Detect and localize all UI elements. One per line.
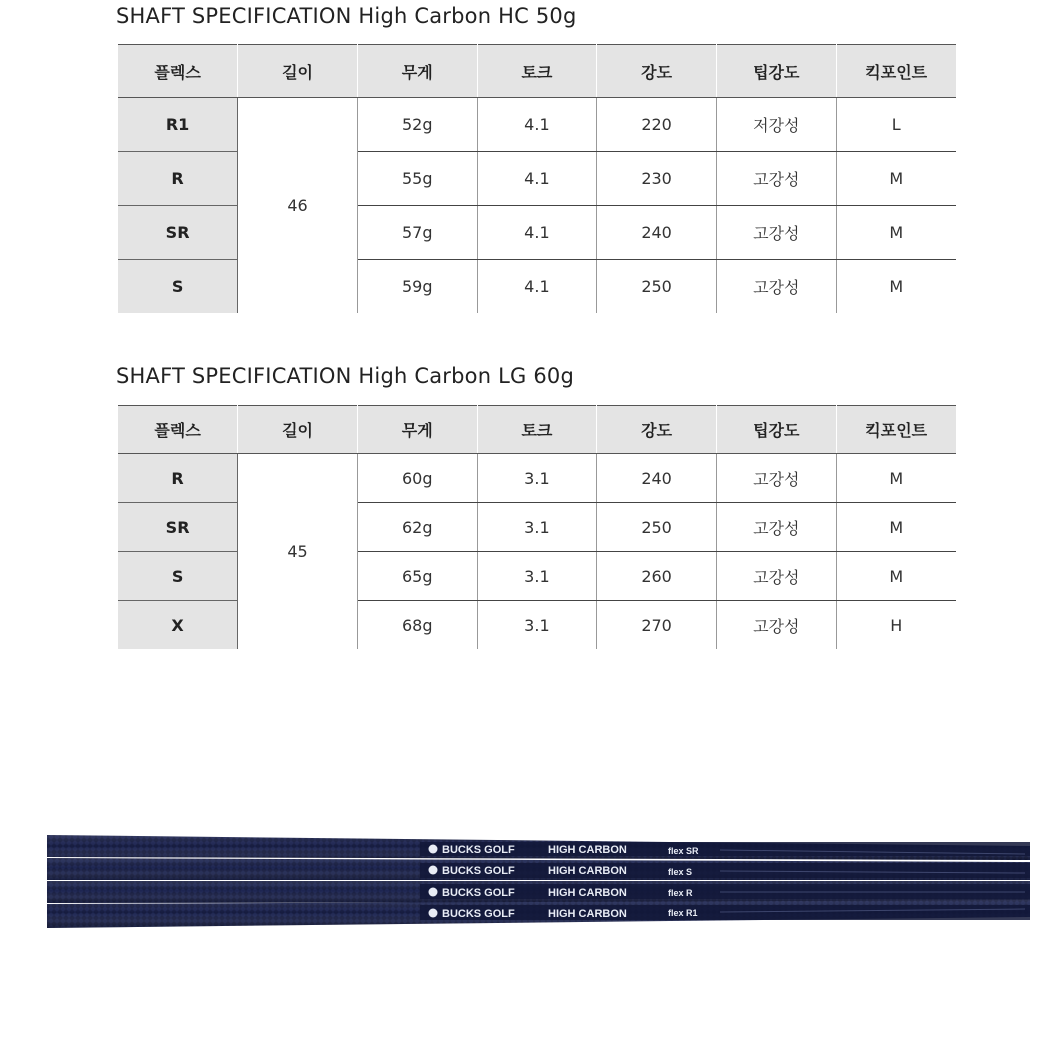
kick-point-cell: M <box>836 454 956 503</box>
shaft-3 <box>47 881 1030 903</box>
header-cpm: 강도 <box>597 406 717 454</box>
cpm-cell: 240 <box>597 206 717 260</box>
shaft-2 <box>47 858 1030 880</box>
shaft-model: HIGH CARBON <box>548 908 627 920</box>
weight-cell: 65g <box>357 552 477 601</box>
torque-cell: 4.1 <box>477 152 597 206</box>
tip-stiffness-cell: 고강성 <box>716 454 836 503</box>
header-kick-point: 킥포인트 <box>836 406 956 454</box>
length-cell: 46 <box>238 98 358 314</box>
header-length: 길이 <box>238 45 358 98</box>
weight-cell: 62g <box>357 503 477 552</box>
header-tip-stiffness: 팁강도 <box>716 45 836 98</box>
torque-cell: 3.1 <box>477 454 597 503</box>
length-cell: 45 <box>238 454 358 650</box>
torque-cell: 4.1 <box>477 206 597 260</box>
shaft-model: HIGH CARBON <box>548 844 627 856</box>
shaft-brand: BUCKS GOLF <box>442 844 515 856</box>
kick-point-cell: M <box>889 277 904 296</box>
tip-stiffness-cell: 저강성 <box>716 98 836 152</box>
shaft-flex: flex S <box>668 867 693 877</box>
bucks-logo-icon <box>429 888 438 897</box>
tip-stiffness-cell: 고강성 <box>716 503 836 552</box>
header-weight: 무게 <box>357 45 477 98</box>
shaft-flex: flex SR <box>668 846 699 856</box>
shaft-flex: flex R <box>668 888 693 898</box>
tip-stiffness-cell: 고강성 <box>716 152 836 206</box>
torque-cell: 4.1 <box>477 260 597 314</box>
kick-point-cell: M <box>836 503 956 552</box>
weight-cell: 59g <box>357 260 477 314</box>
header-kick-point: 킥포인트 <box>836 45 956 98</box>
spec-title-lg60: SHAFT SPECIFICATION High Carbon LG 60g <box>116 364 574 388</box>
weight-cell: 52g <box>357 98 477 152</box>
header-cpm: 강도 <box>597 45 717 98</box>
bucks-logo-icon <box>429 866 438 875</box>
shaft-brand: BUCKS GOLF <box>442 908 515 920</box>
header-flex: 플렉스 <box>118 45 238 98</box>
flex-cell: R <box>118 454 238 503</box>
weight-cell: 60g <box>357 454 477 503</box>
header-weight: 무게 <box>357 406 477 454</box>
header-length: 길이 <box>238 406 358 454</box>
flex-cell: R1 <box>118 98 238 152</box>
tip-stiffness-cell: 고강성 <box>716 552 836 601</box>
flex-cell: S <box>118 260 238 314</box>
bucks-logo-icon <box>429 909 438 918</box>
kick-point-cell: M <box>836 206 956 260</box>
kick-point-cell: H <box>890 615 903 635</box>
spec-title-hc50: SHAFT SPECIFICATION High Carbon HC 50g <box>116 4 577 28</box>
tip-stiffness-cell: 고강성 <box>716 260 836 314</box>
shaft-brand: BUCKS GOLF <box>442 865 515 877</box>
flex-cell: R <box>118 152 238 206</box>
header-tip-stiffness: 팁강도 <box>716 406 836 454</box>
header-torque: 토크 <box>477 45 597 98</box>
kick-point-cell: L <box>836 98 956 152</box>
flex-cell: X <box>118 601 238 650</box>
shaft-brand: BUCKS GOLF <box>442 887 515 899</box>
kick-point-cell: M <box>836 552 956 601</box>
weight-cell: 55g <box>357 152 477 206</box>
flex-cell: SR <box>118 503 238 552</box>
shaft-4 <box>47 900 1030 928</box>
header-torque: 토크 <box>477 406 597 454</box>
tip-stiffness-cell: 고강성 <box>716 601 836 650</box>
weight-cell: 68g <box>357 601 477 650</box>
torque-cell: 4.1 <box>477 98 597 152</box>
cpm-cell: 260 <box>597 552 717 601</box>
flex-cell: SR <box>118 206 238 260</box>
shaft-model: HIGH CARBON <box>548 865 627 877</box>
kick-point-cell: M <box>836 152 956 206</box>
shaft-model: HIGH CARBON <box>548 887 627 899</box>
header-flex: 플렉스 <box>118 406 238 454</box>
weight-cell: 57g <box>357 206 477 260</box>
cpm-cell: 230 <box>597 152 717 206</box>
cpm-cell: 240 <box>597 454 717 503</box>
shaft-flex: flex R1 <box>668 908 698 918</box>
torque-cell: 3.1 <box>477 503 597 552</box>
cpm-cell: 250 <box>597 260 717 314</box>
cpm-cell: 250 <box>597 503 717 552</box>
cpm-cell: 270 <box>597 601 717 650</box>
tip-stiffness-cell: 고강성 <box>716 206 836 260</box>
flex-cell: S <box>118 552 238 601</box>
bucks-logo-icon <box>429 845 438 854</box>
torque-cell: 3.1 <box>477 601 597 650</box>
shaft-1 <box>47 835 1030 860</box>
torque-cell: 3.1 <box>477 552 597 601</box>
cpm-cell: 220 <box>597 98 717 152</box>
